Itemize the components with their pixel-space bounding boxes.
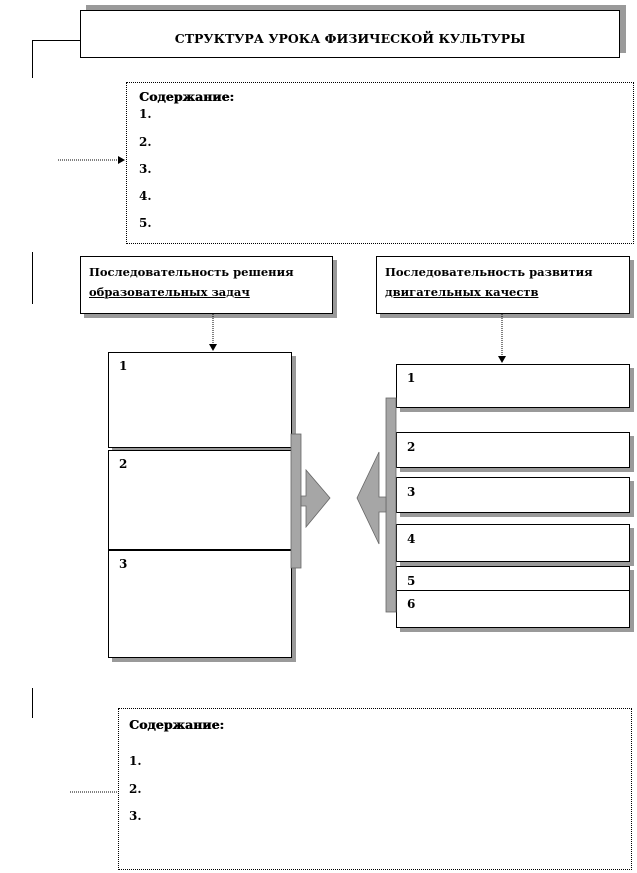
top-content-item: 1. xyxy=(139,107,152,121)
top-content-item: 5. xyxy=(139,216,152,230)
top-content-item: 3. xyxy=(139,162,152,176)
right-header-line2: двигательных качеств xyxy=(385,285,539,299)
top-content-item: 4. xyxy=(139,189,152,203)
left-bracket xyxy=(291,434,301,568)
right-block-arrow xyxy=(357,452,386,544)
top-content-heading: Содержание: xyxy=(139,89,235,104)
bottom-content-item: 3. xyxy=(129,809,142,823)
left-block-arrow xyxy=(301,470,330,527)
left-step-number: 2 xyxy=(119,457,128,471)
right-step-number: 1 xyxy=(407,371,416,385)
right-bracket xyxy=(386,398,396,612)
right-step-number: 2 xyxy=(407,440,416,454)
right-step-number: 3 xyxy=(407,485,416,499)
bottom-content-item: 2. xyxy=(129,782,142,796)
right-header-line1: Последовательность развития xyxy=(385,265,593,279)
right-step-number: 6 xyxy=(407,597,416,611)
top-content-item: 2. xyxy=(139,135,152,149)
left-header-line2: образовательных задач xyxy=(89,285,250,299)
left-step-number: 3 xyxy=(119,557,128,571)
page-title: СТРУКТУРА УРОКА ФИЗИЧЕСКОЙ КУЛЬТУРЫ xyxy=(174,31,526,46)
bottom-content-heading: Содержание: xyxy=(129,717,225,732)
right-step-number: 4 xyxy=(407,532,416,546)
left-step-number: 1 xyxy=(119,359,128,373)
left-header-line1: Последовательность решения xyxy=(89,265,294,279)
right-step-number: 5 xyxy=(407,574,416,588)
bottom-content-item: 1. xyxy=(129,754,142,768)
